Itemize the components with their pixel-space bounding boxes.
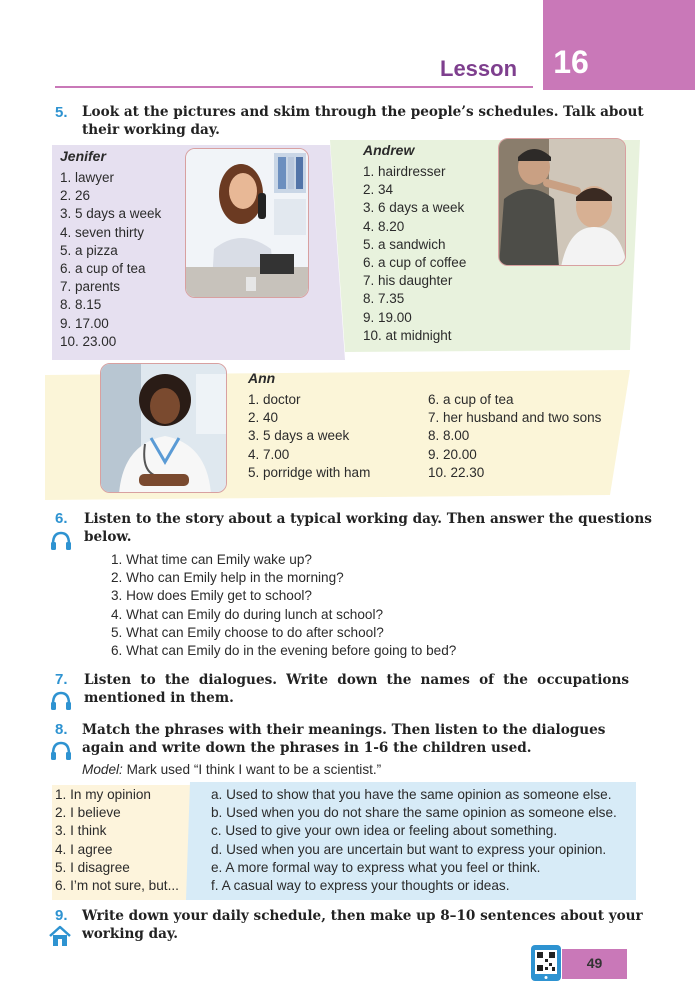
list-item: 2. 34 — [363, 182, 394, 198]
list-item: f. A casual way to express your thoughts or ideas. — [211, 878, 510, 894]
list-item: 8. 8.15 — [60, 297, 102, 313]
list-item: 6. a cup of tea — [428, 392, 514, 407]
exercise-8-instruction — [82, 721, 605, 757]
exercise-5-number: 5. — [55, 104, 68, 121]
model-text: Mark used “I think I want to be a scientist.” — [122, 762, 382, 777]
list-item: 5. I disagree — [55, 859, 130, 875]
andrew-schedule — [363, 163, 466, 345]
list-item: d. Used when you are uncertain but want to express your opinion. — [211, 841, 607, 857]
list-item: 3. 5 days a week — [248, 428, 350, 444]
list-item: 2. Who can Emily help in the morning? — [111, 570, 344, 586]
exercise-9-instruction-line1: Write down your daily schedule, then make up 8–10 sentences about your — [82, 908, 643, 924]
jenifer-photo — [185, 148, 309, 298]
list-item: 3. 6 days a week — [363, 200, 465, 216]
list-item: 6. a cup of coffee — [363, 255, 467, 271]
headphones-icon — [50, 531, 72, 551]
headphones-icon — [50, 741, 72, 761]
exercise-6-questions — [111, 551, 456, 660]
ann-schedule-right — [428, 391, 601, 482]
andrew-photo — [498, 138, 626, 266]
list-item: 6. a cup of tea — [60, 261, 146, 277]
list-item: 4. 7.00 — [248, 446, 290, 462]
andrew-name: Andrew — [363, 142, 415, 158]
list-item: 7. parents — [60, 279, 121, 295]
list-item: 1. What time can Emily wake up? — [111, 552, 312, 567]
list-item: 8. 7.35 — [363, 291, 405, 307]
page-number: 49 — [586, 955, 603, 971]
list-item: 5. a sandwich — [363, 236, 446, 252]
headphones-icon — [50, 691, 72, 711]
list-item: 4. seven thirty — [60, 224, 145, 240]
exercise-9-number: 9. — [55, 907, 68, 924]
lesson-number: 16 — [553, 44, 589, 80]
exercise-8-model — [82, 762, 381, 777]
list-item: 3. 5 days a week — [60, 206, 162, 222]
list-item: 3. I think — [55, 823, 107, 839]
lesson-label: Lesson — [440, 56, 518, 81]
exercise-6-instruction-line2: below. — [84, 529, 132, 545]
model-label: Model: — [82, 762, 123, 777]
list-item: 10. 22.30 — [428, 464, 485, 480]
list-item: e. A more formal way to express what you feel or think. — [211, 859, 541, 875]
exercise-9-instruction — [82, 907, 643, 943]
exercise-5-instruction-line1: Look at the pictures and skim through the people’s schedules. Talk about — [82, 104, 644, 120]
list-item: 4. I agree — [55, 841, 113, 857]
list-item: 7. her husband and two sons — [428, 410, 602, 426]
ann-name: Ann — [248, 370, 276, 386]
list-item: 10. at midnight — [363, 327, 452, 343]
list-item: c. Used to give your own idea or feeling about something. — [211, 823, 558, 839]
list-item: 10. 23.00 — [60, 333, 117, 349]
list-item: 5. What can Emily choose to do after school? — [111, 624, 384, 640]
list-item: 9. 20.00 — [428, 446, 477, 462]
list-item: 3. How does Emily get to school? — [111, 588, 312, 604]
list-item: 4. 8.20 — [363, 218, 405, 234]
ann-photo — [100, 363, 227, 493]
exercise-8-instruction-line1: Match the phrases with their meanings. Then listen to the dialogues — [82, 722, 606, 738]
list-item: 1. doctor — [248, 392, 301, 407]
list-item: 5. a pizza — [60, 242, 118, 258]
list-item: a. Used to show that you have the same opinion as someone else. — [211, 787, 612, 802]
exercise-7-number: 7. — [55, 671, 68, 688]
meanings-list — [211, 786, 617, 895]
jenifer-name: Jenifer — [60, 148, 106, 164]
exercise-5-instruction-line2: their working day. — [82, 122, 220, 138]
qr-code-icon[interactable] — [530, 944, 562, 982]
exercise-8-number: 8. — [55, 721, 68, 738]
list-item: 8. 8.00 — [428, 428, 470, 444]
ann-schedule-left — [248, 391, 370, 482]
exercise-6-instruction-line1: Listen to the story about a typical working day. Then answer the questions — [84, 511, 652, 527]
list-item: 5. porridge with ham — [248, 464, 371, 480]
list-item: 2. 40 — [248, 410, 279, 426]
exercise-6-number: 6. — [55, 510, 68, 527]
exercise-6-instruction — [84, 510, 652, 546]
list-item: 6. I’m not sure, but... — [55, 878, 179, 894]
list-item: 7. his daughter — [363, 273, 453, 289]
list-item: 4. What can Emily do during lunch at school? — [111, 606, 384, 622]
exercise-7-instruction-line1: Listen to the dialogues. Write down the names of the occupations — [84, 672, 629, 688]
exercise-8-instruction-line2: again and write down the phrases in 1-6 the children used. — [82, 740, 532, 756]
list-item: 2. 26 — [60, 188, 91, 204]
exercise-9-instruction-line2: working day. — [82, 926, 179, 942]
list-item: 1. In my opinion — [55, 787, 151, 802]
list-item: 1. hairdresser — [363, 164, 446, 179]
list-item: b. Used when you do not share the same opinion as someone else. — [211, 805, 617, 821]
jenifer-schedule — [60, 169, 161, 351]
list-item: 9. 17.00 — [60, 315, 109, 331]
list-item: 2. I believe — [55, 805, 121, 821]
phrases-list — [55, 786, 179, 895]
exercise-7-instruction-line2: mentioned in them. — [84, 690, 234, 706]
home-icon — [48, 925, 72, 947]
list-item: 1. lawyer — [60, 170, 115, 185]
list-item: 9. 19.00 — [363, 309, 412, 325]
list-item: 6. What can Emily do in the evening before going to bed? — [111, 643, 457, 659]
